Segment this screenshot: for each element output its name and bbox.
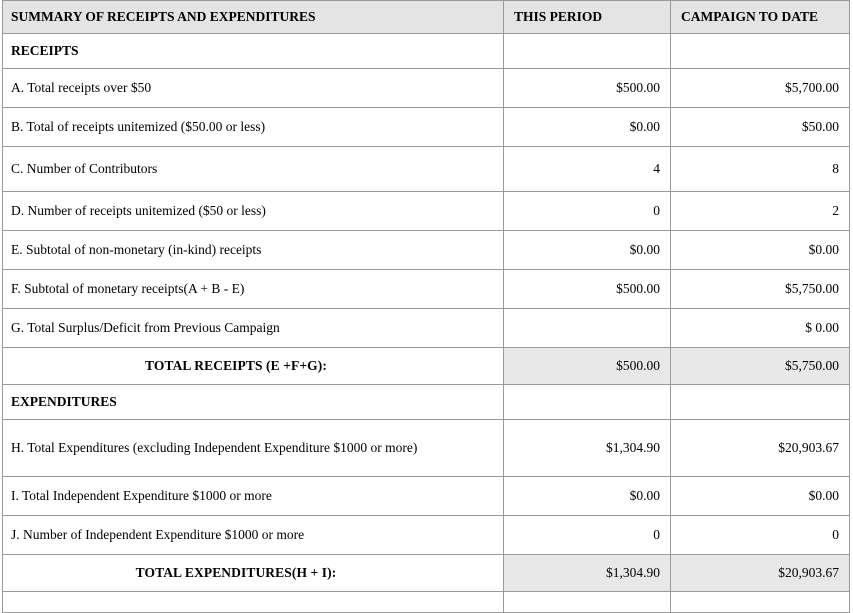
total-label: TOTAL EXPENDITURES(H + I): — [3, 555, 504, 592]
cell-campaign-to-date — [671, 34, 850, 69]
table-row — [3, 477, 850, 516]
cell-this-period: $500.00 — [504, 270, 671, 309]
cell-this-period: $0.00 — [504, 108, 671, 147]
cell-campaign-to-date: $5,750.00 — [671, 348, 850, 385]
table-body — [3, 34, 850, 613]
cell-this-period: 0 — [504, 516, 671, 555]
table-row — [3, 516, 850, 555]
cell-this-period — [504, 592, 671, 613]
cell-campaign-to-date — [671, 385, 850, 420]
cell-this-period: 4 — [504, 147, 671, 192]
row-label: B. Total of receipts unitemized ($50.00 or less) — [3, 108, 504, 147]
cell-this-period — [504, 309, 671, 348]
section-header-row — [3, 385, 850, 420]
cell-campaign-to-date: 8 — [671, 147, 850, 192]
cell-this-period: $1,304.90 — [504, 555, 671, 592]
cell-campaign-to-date: 2 — [671, 192, 850, 231]
table-header — [3, 1, 850, 34]
row-label: D. Number of receipts unitemized ($50 or less) — [3, 192, 504, 231]
cell-campaign-to-date: $20,903.67 — [671, 555, 850, 592]
table-header-row — [3, 1, 850, 34]
table-row — [3, 147, 850, 192]
table-row — [3, 192, 850, 231]
section-label: EXPENDITURES — [3, 385, 504, 420]
row-label: A. Total receipts over $50 — [3, 69, 504, 108]
table-row — [3, 420, 850, 477]
row-label: J. Number of Independent Expenditure $1000 or more — [3, 516, 504, 555]
column-header-summary: SUMMARY OF RECEIPTS AND EXPENDITURES — [3, 1, 504, 34]
cell-campaign-to-date: $5,700.00 — [671, 69, 850, 108]
cell-campaign-to-date: $0.00 — [671, 231, 850, 270]
row-label-text: H. Total Expenditures (excluding Independent Expenditure $1000 or more) — [11, 439, 418, 455]
row-label: C. Number of Contributors — [3, 147, 504, 192]
table-row — [3, 108, 850, 147]
table-row — [3, 69, 850, 108]
cell-campaign-to-date: $20,903.67 — [671, 420, 850, 477]
column-header-campaign-to-date: CAMPAIGN TO DATE — [671, 1, 850, 34]
column-header-this-period: THIS PERIOD — [504, 1, 671, 34]
cell-campaign-to-date: $5,750.00 — [671, 270, 850, 309]
total-row — [3, 555, 850, 592]
cell-this-period — [504, 385, 671, 420]
cell-this-period: 0 — [504, 192, 671, 231]
cell-this-period: $500.00 — [504, 69, 671, 108]
cell-this-period — [504, 34, 671, 69]
row-label — [3, 420, 504, 477]
section-header-row — [3, 34, 850, 69]
table-row — [3, 231, 850, 270]
row-label: G. Total Surplus/Deficit from Previous Campaign — [3, 309, 504, 348]
clipped-row — [3, 592, 850, 613]
cell-this-period: $0.00 — [504, 231, 671, 270]
table-row — [3, 270, 850, 309]
cell-this-period: $1,304.90 — [504, 420, 671, 477]
total-row — [3, 348, 850, 385]
section-label: RECEIPTS — [3, 34, 504, 69]
cell-campaign-to-date: 0 — [671, 516, 850, 555]
cell-campaign-to-date: $0.00 — [671, 477, 850, 516]
total-label: TOTAL RECEIPTS (E +F+G): — [3, 348, 504, 385]
row-label: E. Subtotal of non-monetary (in-kind) receipts — [3, 231, 504, 270]
cell-campaign-to-date: $50.00 — [671, 108, 850, 147]
cell-campaign-to-date: $ 0.00 — [671, 309, 850, 348]
cell-this-period: $0.00 — [504, 477, 671, 516]
cell-campaign-to-date — [671, 592, 850, 613]
summary-of-receipts-and-expenditures-table — [2, 0, 850, 613]
table-row — [3, 309, 850, 348]
row-label: I. Total Independent Expenditure $1000 or more — [3, 477, 504, 516]
cell-this-period: $500.00 — [504, 348, 671, 385]
row-label: F. Subtotal of monetary receipts(A + B - E) — [3, 270, 504, 309]
row-label — [3, 592, 504, 613]
